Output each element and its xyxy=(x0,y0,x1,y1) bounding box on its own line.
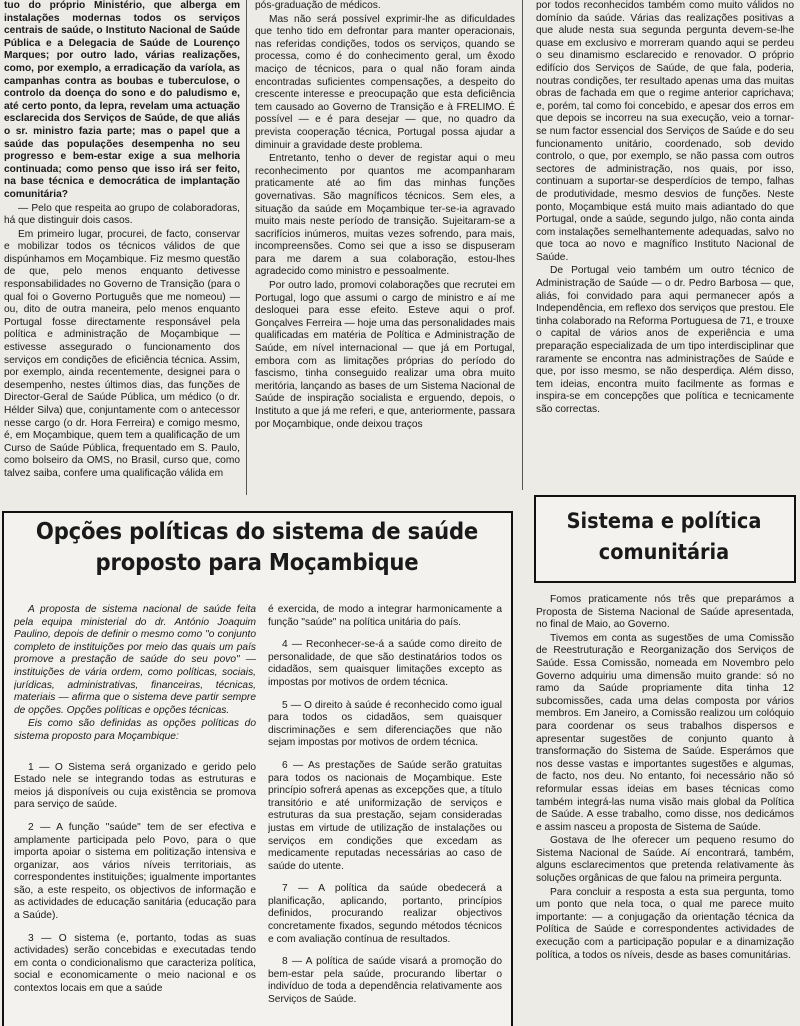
text-paragraph: Tivemos em conta as sugestões de uma Comissão de Reestruturação e Reorganização dos Serviços de Saúde. Essa Comissão, nomeada em Novembro pelo Governo adquiriu uma dimensão muito grande: só no ramo da Saúde propriamente dita tinha 12 subcomissões, cada uma delas composta por vários membros. Em Janeiro, a Comissão realizou um colóquio para coordenar os seus trabalhos dispersos e apresentar sugestões de conjunto quanto à transformação do Sistema de Saúde. Esperámos que nos desse vastas e importantes sugestões e algumas, de facto, nos deu. No entanto, foi necessário não só reformular essas ideias em bases técnicas como também integrá-las numa visão mais global da Política de Saúde. A esse trabalho, como disse, nos dedicámos e assim nasceu a proposta de Sistema de Saúde. xyxy=(536,632,794,833)
top-column-2 xyxy=(255,0,515,496)
intro-paragraph: Eis como são definidas as opções políticas do sistema proposto para Moçambique: xyxy=(14,718,256,742)
answer-paragraph: Em primeiro lugar, procurei, de facto, conservar e mobilizar todos os técnicos válidos de que dispúnhamos em Moçambique. Fiz mesmo questão de que, pelo menos enquanto detivesse responsabilidades no Governo de Transição (para o qual foi o Governo Português que me nomeou) — ou, dito de outra maneira, pelo menos enquanto Portugal fosse directamente responsável pela política e administração de Moçambique — estivesse assegurado o funcionamento dos serviços em condições de eficiência técnica. Assim, por exemplo, ainda recentemente, designei para o desempenho, nestes últimos dias, das funções de Director-Geral de Saúde Pública, um médico (o dr. Hélder Silva) que, conjuntamente com o antecessor nesse cargo (o dr. Hora Ferreira) e comigo mesmo, é, em Moçambique, quem tem a qualificação de um Curso de Saúde Pública, frequentado em S. Paulo, como bolseiro da OMS, no Brasil, curso que, como talvez saiba, confere uma qualificação válida em xyxy=(4,228,240,479)
column-rule xyxy=(246,0,247,495)
community-system-title: Sistema e política comunitária xyxy=(566,509,762,564)
text-paragraph: Gostava de lhe oferecer um pequeno resumo do Sistema Nacional de Saúde. Aí encontrará, também, alguns esclarecimentos que pretenda relativamente às soluções orgânicas de que falou na primeira pergunta. xyxy=(536,835,794,885)
policy-item: 3 — O sistema (e, portanto, todas as suas actividades) serão concebidas e executadas tendo em conta o condicionalismo que caracteriza política, social e economicamente o meio nacional e os contextos locais em que a saúde xyxy=(14,932,256,995)
box-column-left xyxy=(14,604,256,1026)
policy-item: 6 — As prestações de Saúde serão gratuitas para todos os nacionais de Moçambique. Este princípio sofrerá apenas as excepções que, a título transitório e até uniformização de serviços e estruturas da sua prestação, sejam consideradas justas em virtude de utilização de instalações ou serviços em condições que excedam as medicamente reputadas necessárias ao caso de saúde do utente. xyxy=(268,759,502,872)
policy-item: 1 — O Sistema será organizado e gerido pelo Estado nele se integrando todas as estruturas e meios já disponíveis ou cuja existência se promova para serviço de saúde. xyxy=(14,761,256,811)
side-column xyxy=(536,594,794,1026)
policy-item: 2 — A função "saúde" tem de ser efectiva e amplamente participada pelo Povo, para o que importa apoiar o sistema em politização intensiva e organizar, aos vários níveis territoriais, as correspondentes instituições; igualmente importantes são, a este respeito, os objectivos de informação e as actividades de educação sanitária (educação para a Saúde). xyxy=(14,821,256,922)
text-paragraph: Fomos praticamente nós três que preparámos a Proposta de Sistema Nacional de Saúde apresentada, no final de Maio, ao Governo. xyxy=(536,594,794,631)
column-rule xyxy=(522,0,523,490)
policy-item: 4 — Reconhecer-se-á a saúde como direito de personalidade, de que são destinatários todos os cidadãos, sem quaisquer limitações excepto as impostas por motivos de ordem técnica. xyxy=(268,639,502,688)
top-column-3 xyxy=(536,0,794,488)
text-paragraph: pós-graduação de médicos. xyxy=(255,0,381,11)
policy-item: 7 — A política da saúde obedecerá a planificação, aplicando, portanto, princípios definidos, procurando realizar objectivos concretamente fixados, segundo métodos técnicos e com avaliação contínua de resultados. xyxy=(268,883,502,945)
text-paragraph: por todos reconhecidos também como muito válidos no domínio da saúde. Várias das realizações positivas a que alude nesta sua segunda pergunta devem-se-lhe quase em exclusivo e morreram quando aqui se perdeu o seu dinamismo esclarecido e renovador. O próprio edifício dos Serviços de Saúde, de que fala, poderia, noutras condições, ter resultado apenas uma das muitas obras de fachada em que o regime anterior caprichava; e, porém, tal como foi concebido, e apesar dos erros em que depois se incorreu na sua execução, veio a tornar-se num factor essencial dos Serviços de Saúde e do seu funcionamento unitário, coordenado, sob devido controlo, o que, por exemplo, se não passa com outros sectores de administração, nos quais, por isso, continuam a suportar-se desperdícios de tempo, falhas de produtividade, mesmo desvios de funções. Neste ponto, Moçambique está muito mais adiantado do que Portugal, onde a saúde, segundo julgo, não conta ainda com instalações semelhantemente adequadas, salvo no que toca ao novo e magnífico Instituto Nacional de Saúde. xyxy=(536,0,794,263)
question-paragraph: tuo do próprio Ministério, que alberga em instalações modernas todos os serviços centrais de saúde, o Instituto Nacional de Saúde Pública e a Delegacia de Saúde de Lourenço Marques; por outro lado, várias realizações, como, por exemplo, a erradicação da varíola, as campanhas contra as boubas e tuberculose, o controlo da doença do sono e do paludismo e, até certo ponto, da lepra, revelam uma actuação esclarecida dos Serviços de Saúde, de que aliás o sr. ministro fazia parte; mas o papel que a saúde das populações desempenha no seu progresso e bem-estar exige a sua melhoria continuada; como penso que isso irá ser feito, na base técnica e democrática de implantação comunitária? xyxy=(4,0,240,200)
text-paragraph: Entretanto, tenho o dever de registar aqui o meu reconhecimento por quantos me acompanharam praticamente até ao fim das minhas funções governativas. São magníficos técnicos. Sem eles, a situação da saúde em Moçambique ter-se-ia agravado muito mais neste período de transição. Sujeitaram-se a sacrifícios inúmeros, muitas vezes sofrendo, para mais, incompreensões. Como sei que a isso se dispuseram para me darem a sua colaboração, estou-lhes agradecido como ministro e pessoalmente. xyxy=(255,153,515,278)
policy-item: 8 — A política de saúde visará a promoção do bem-estar pela saúde, procurando libertar o indivíduo de toda a dependência relativamente aos Serviços de Saúde. xyxy=(268,956,502,1006)
box-column-right xyxy=(268,604,502,1026)
top-column-1 xyxy=(4,0,240,496)
text-paragraph: Mas não será possível exprimir-lhe as dificuldades que tenho tido em defrontar para manter operacionais, nas referidas condições, todos os serviços, quando se processa, como é do conhecimento geral, um êxodo maciço de técnicos, para o qual não foram ainda encontradas suficientes compensações, a despeito do crescente interesse e preocupação que esta deficiência tem causado ao Governo de Transição e à FRELIMO. É possível — e é para desejar — que, no quadro da prevista cooperação técnica, Portugal possa ajudar a diminuir a gravidade deste problema. xyxy=(255,13,515,151)
intro-paragraph: A proposta de sistema nacional de saúde feita pela equipa ministerial do dr. António Joaquim Paulino, depois de definir o mesmo como "o conjunto completo de instituições por meio das quais um país promove a prestação de saúde do seu povo" — instituições de vária ordem, como políticas, sociais, jurídicas, administrativas, financeiras, técnicas, materiais — afirma que o sistema deve partir sempre de opções. Opções políticas e opções técnicas. xyxy=(14,604,256,716)
text-paragraph: Para concluir a resposta a esta sua pergunta, tomo um ponto que nela toca, o qual me parece muito importante: — a conjugação da orientação técnica da Política de Saúde e correspondentes actividades de execução com a participação popular e a dinamização política, a todos os níveis, desde as bases comunitárias. xyxy=(536,886,794,961)
answer-paragraph: — Pelo que respeita ao grupo de colaboradoras, há que distinguir dois casos. xyxy=(4,202,240,227)
policy-item: 5 — O direito à saúde é reconhecido como igual para todos os cidadãos, sem quaisquer discriminações e sem diferenciações que não sejam impostas por motivos de ordem técnica. xyxy=(268,699,502,749)
policy-item: é exercida, de modo a integrar harmonicamente a função "saúde" na política unitária do país. xyxy=(268,604,502,628)
text-paragraph: Por outro lado, promovi colaborações que recrutei em Portugal, logo que assumi o cargo de ministro e aí me desloquei para esse efeito. Esteve aqui o prof. Gonçalves Ferreira — hoje uma das personalidades mais qualificadas em matéria de Política e Administração de Saúde, em nível internacional — que já em Portugal, embora com as limitações próprias do período do fascismo, tinha conseguido realizar uma obra muito meritória, lançando as bases de um Sistema Nacional de Saúde de inspiração socialista e erguendo, depois, o Instituto a que já me referi, e que, anteriormente, passara por Moçambique, onde deixou traços xyxy=(255,280,515,430)
policy-options-title: Opções políticas do sistema de saúde proposto para Moçambique xyxy=(35,519,479,576)
text-paragraph: De Portugal veio também um outro técnico de Administração de Saúde — o dr. Pedro Barbosa — que, aliás, foi convidado para aqui permanecer após a Independência, em reflexo dos serviços que prestou. Ele tinha colaborado na Reforma Portuguesa de 71, e trouxe o capital de vários anos de experiência e uma preparação especializada de um tipo interdisciplinar que raramente se encontra nas administrações de Saúde e que, por isso mesmo, se não desperdiça. Além disso, tem ideias, encontra muito facilmente as formas e inspira-se em concepções que política e tecnicamente são correctas. xyxy=(536,265,794,415)
